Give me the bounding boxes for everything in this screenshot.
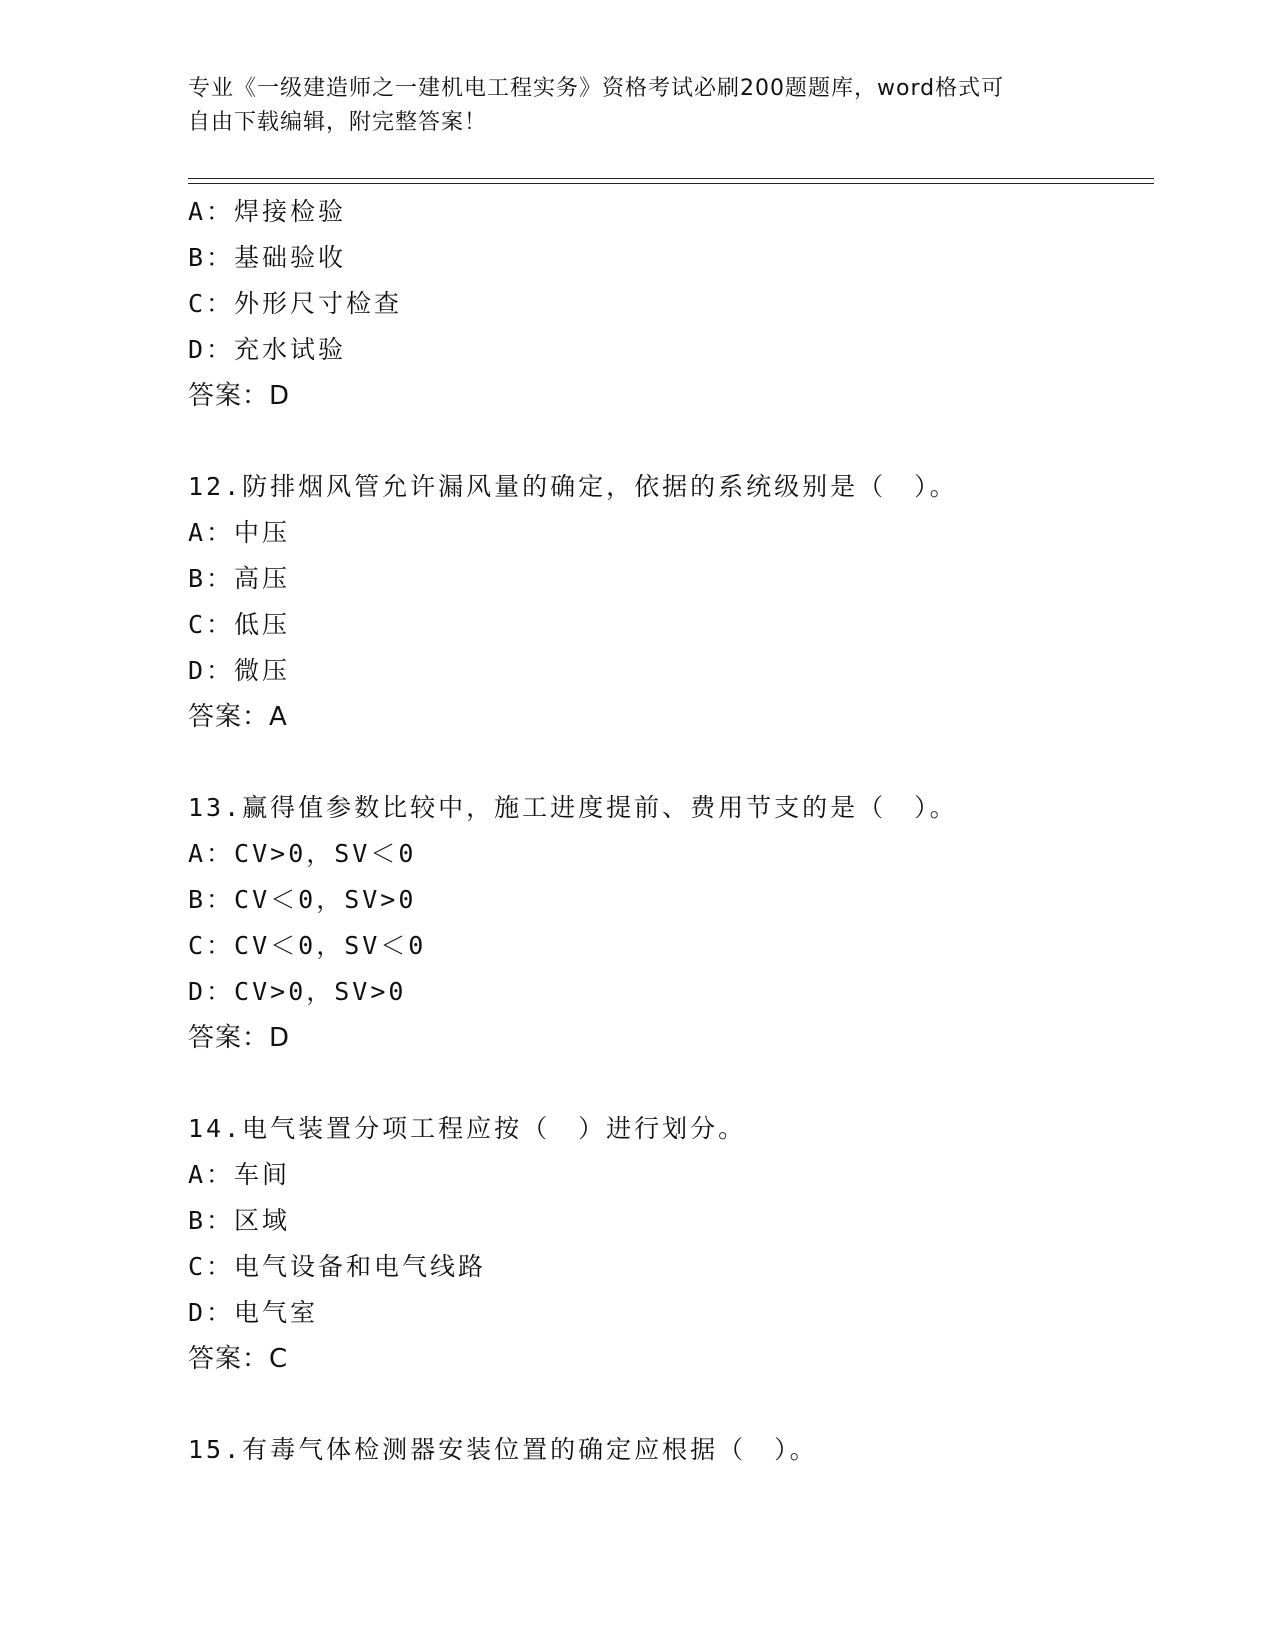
q15-question: 15.有毒气体检测器安装位置的确定应根据（ ）。 — [188, 1435, 818, 1464]
question-11-block — [188, 189, 1148, 419]
q14-option-b: B：区域 — [188, 1206, 291, 1235]
q14-question: 14.电气装置分项工程应按（ ）进行划分。 — [188, 1114, 747, 1143]
q14-option-a: A：车间 — [188, 1160, 291, 1189]
header-line-2: 自由下载编辑，附完整答案！ — [188, 110, 488, 135]
q13-option-a: A：CV>0，SV＜0 — [188, 839, 417, 868]
header-divider-top — [188, 178, 1154, 179]
q14-option-c: C：电气设备和电气线路 — [188, 1252, 487, 1281]
q13-answer: 答案：D — [188, 1023, 291, 1053]
q11-option-a: A：焊接检验 — [188, 197, 347, 226]
q13-option-c: C：CV＜0，SV＜0 — [188, 931, 427, 960]
q11-option-c: C：外形尺寸检查 — [188, 289, 403, 318]
q11-answer: 答案：D — [188, 381, 291, 411]
q13-option-d: D：CV>0，SV>0 — [188, 977, 407, 1006]
q13-option-b: B：CV＜0，SV>0 — [188, 885, 417, 914]
q12-answer: 答案：A — [188, 702, 288, 732]
header-divider-bottom — [188, 183, 1154, 184]
header-line-1: 专业《一级建造师之一建机电工程实务》资格考试必刷200题题库，word格式可 — [188, 76, 1005, 101]
q12-option-a: A：中压 — [188, 518, 291, 547]
q12-option-d: D：微压 — [188, 656, 291, 685]
question-list — [188, 189, 1148, 1473]
document-header — [188, 72, 1088, 140]
q11-option-b: B：基础验收 — [188, 243, 347, 272]
question-12-block — [188, 464, 1148, 740]
q12-option-c: C：低压 — [188, 610, 291, 639]
q12-question: 12.防排烟风管允许漏风量的确定，依据的系统级别是（ ）。 — [188, 472, 958, 501]
q13-question: 13.赢得值参数比较中，施工进度提前、费用节支的是（ ）。 — [188, 793, 958, 822]
q14-option-d: D：电气室 — [188, 1298, 319, 1327]
question-13-block — [188, 785, 1148, 1061]
question-14-block — [188, 1106, 1148, 1382]
question-15-block — [188, 1427, 1148, 1473]
q12-option-b: B：高压 — [188, 564, 291, 593]
q14-answer: 答案：C — [188, 1344, 289, 1374]
q11-option-d: D：充水试验 — [188, 335, 347, 364]
